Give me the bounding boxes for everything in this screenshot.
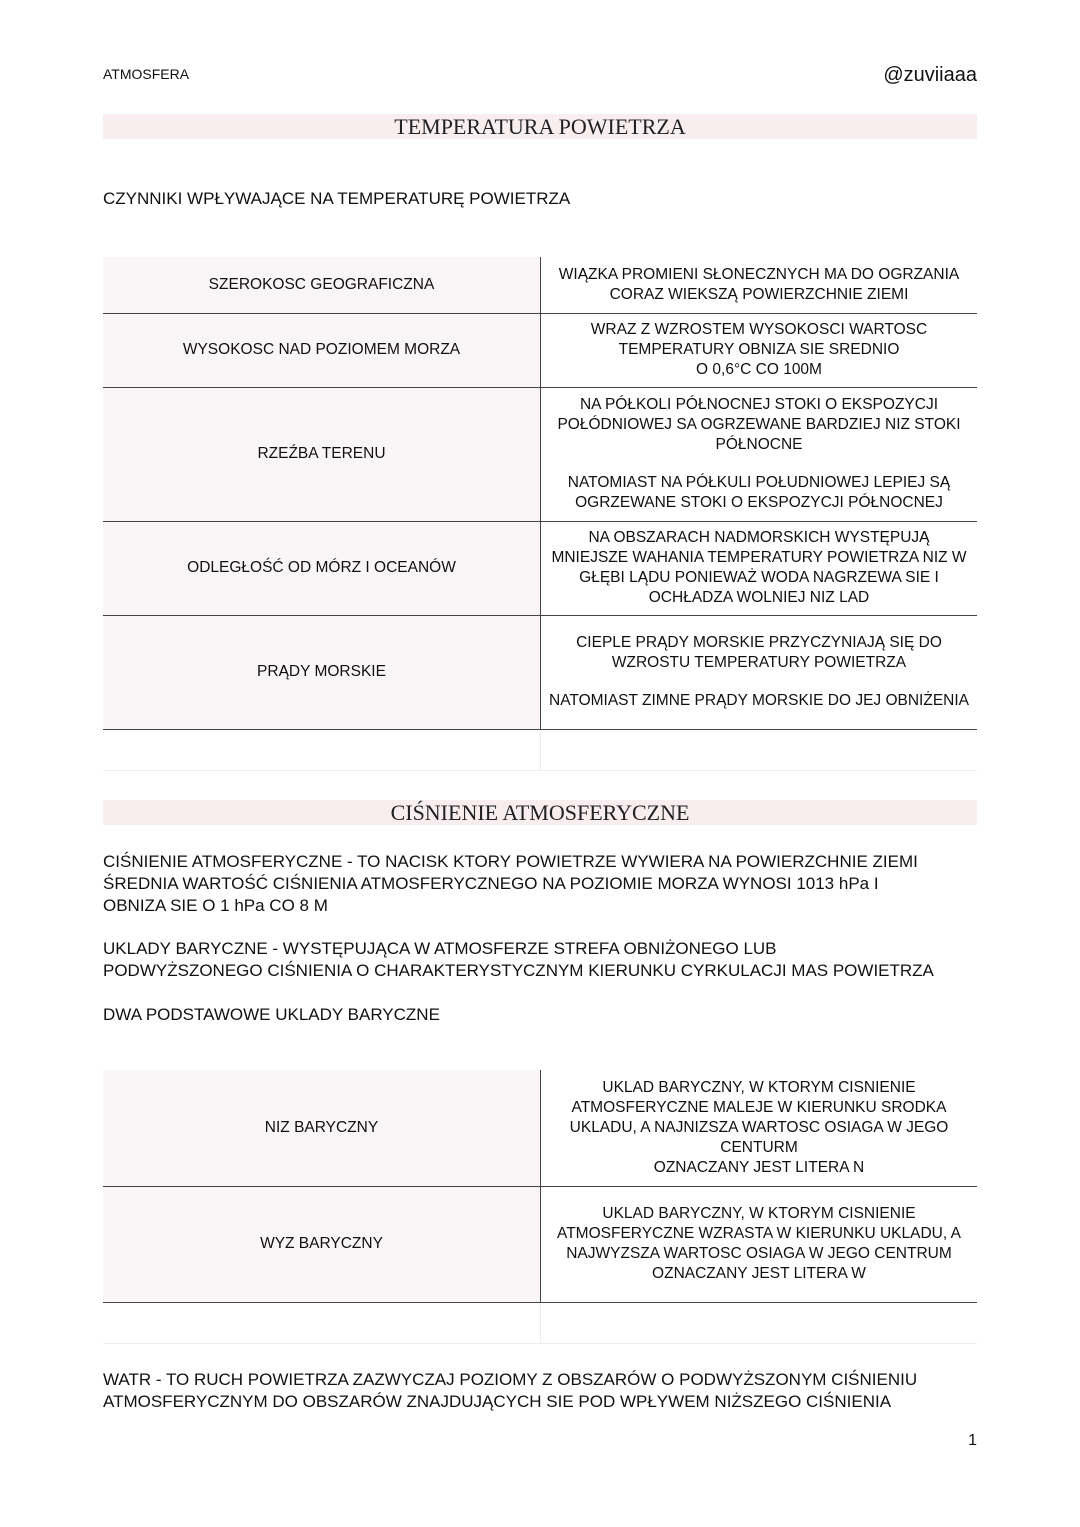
factor-description: NA PÓŁKOLI PÓŁNOCNEJ STOKI O EKSPOZYCJI POŁÓDNIOWEJ SA OGRZEWANE BARDZIEJ NIZ STOKI PÓŁNOCNE NATOMIAST NA PÓŁKULI POŁUDNIOWEJ LEPIEJ SĄ OGRZEWANE STOKI O EKSPOZYCJI PÓŁNOCNEJ xyxy=(541,387,978,521)
baric-systems-definition: UKLADY BARYCZNE - WYSTĘPUJĄCA W ATMOSFERZE STREFA OBNIŻONEGO LUB PODWYŻSZONEGO CIŚNIENIA O CHARAKTERYSTYCZNYM KIERUNKU CYRKULACJI MAS POWIETRZA xyxy=(103,939,934,980)
header-author: @zuviiaaa xyxy=(883,64,977,86)
baric-systems-heading: DWA PODSTAWOWE UKLADY BARYCZNE xyxy=(103,1005,440,1024)
table-row-empty xyxy=(103,1302,977,1343)
header-subject: ATMOSFERA xyxy=(103,66,190,82)
factor-name: PRĄDY MORSKIE xyxy=(103,615,541,729)
table-row xyxy=(103,387,977,521)
factor-name: RZEŹBA TERENU xyxy=(103,387,541,521)
temperature-factors-table xyxy=(103,257,977,771)
table-row xyxy=(103,313,977,387)
page-number: 1 xyxy=(968,1432,977,1449)
factor-name: SZEROKOSC GEOGRAFICZNA xyxy=(103,257,541,313)
system-name: WYZ BARYCZNY xyxy=(103,1186,541,1302)
wind-definition: WATR - TO RUCH POWIETRZA ZAZWYCZAJ POZIOMY Z OBSZARÓW O PODWYŻSZONYM CIŚNIENIU ATMOSFERYCZNYM DO OBSZARÓW ZNAJDUJĄCYCH SIE POD WPŁYWEM NIŻSZEGO CIŚNIENIA xyxy=(103,1370,918,1411)
table-row xyxy=(103,1186,977,1302)
system-description: UKLAD BARYCZNY, W KTORYM CISNIENIE ATMOSFERYCZNE MALEJE W KIERUNKU SRODKA UKLADU, A NAJNIZSZA WARTOSC OSIAGA W JEGO CENTURM OZNACZANY JEST LITERA N xyxy=(541,1070,978,1186)
factor-description: NA OBSZARACH NADMORSKICH WYSTĘPUJĄ MNIEJSZE WAHANIA TEMPERATURY POWIETRZA NIZ W GŁĘBI LĄDU PONIEWAŻ WODA NAGRZEWA SIE I OCHŁADZA WOLNIEJ NIZ LAD xyxy=(541,521,978,615)
factor-description: WIĄZKA PROMIENI SŁONECZNYCH MA DO OGRZANIA CORAZ WIEKSZĄ POWIERZCHNIE ZIEMI xyxy=(541,257,978,313)
factor-description: CIEPLE PRĄDY MORSKIE PRZYCZYNIAJĄ SIĘ DO WZROSTU TEMPERATURY POWIETRZA NATOMIAST ZIMNE PRĄDY MORSKIE DO JEJ OBNIŻENIA xyxy=(541,615,978,729)
system-description: UKLAD BARYCZNY, W KTORYM CISNIENIE ATMOSFERYCZNE WZRASTA W KIERUNKU UKLADU, A NAJWYZSZA WARTOSC OSIAGA W JEGO CENTRUM OZNACZANY JEST LITERA W xyxy=(541,1186,978,1302)
pressure-definition: CIŚNIENIE ATMOSFERYCZNE - TO NACISK KTORY POWIETRZE WYWIERA NA POWIERZCHNIE ZIEMI ŚREDNIA WARTOŚĆ CIŚNIENIA ATMOSFERYCZNEGO NA POZIOMIE MORZA WYNOSI 1013 hPa I OBNIZA SIE O 1 hPa CO 8 M xyxy=(103,852,918,915)
section-title-pressure: CIŚNIENIE ATMOSFERYCZNE xyxy=(103,800,977,825)
factor-name: ODLEGŁOŚĆ OD MÓRZ I OCEANÓW xyxy=(103,521,541,615)
table-row xyxy=(103,615,977,729)
factors-heading: CZYNNIKI WPŁYWAJĄCE NA TEMPERATURĘ POWIETRZA xyxy=(103,189,571,208)
table-row xyxy=(103,1070,977,1186)
table-row-empty xyxy=(103,729,977,770)
table-row xyxy=(103,257,977,313)
table-row xyxy=(103,521,977,615)
system-name: NIZ BARYCZNY xyxy=(103,1070,541,1186)
factor-name: WYSOKOSC NAD POZIOMEM MORZA xyxy=(103,313,541,387)
factor-description: WRAZ Z WZROSTEM WYSOKOSCI WARTOSC TEMPERATURY OBNIZA SIE SREDNIO O 0,6°C CO 100M xyxy=(541,313,978,387)
baric-systems-table xyxy=(103,1070,977,1344)
section-title-temperature: TEMPERATURA POWIETRZA xyxy=(103,114,977,139)
